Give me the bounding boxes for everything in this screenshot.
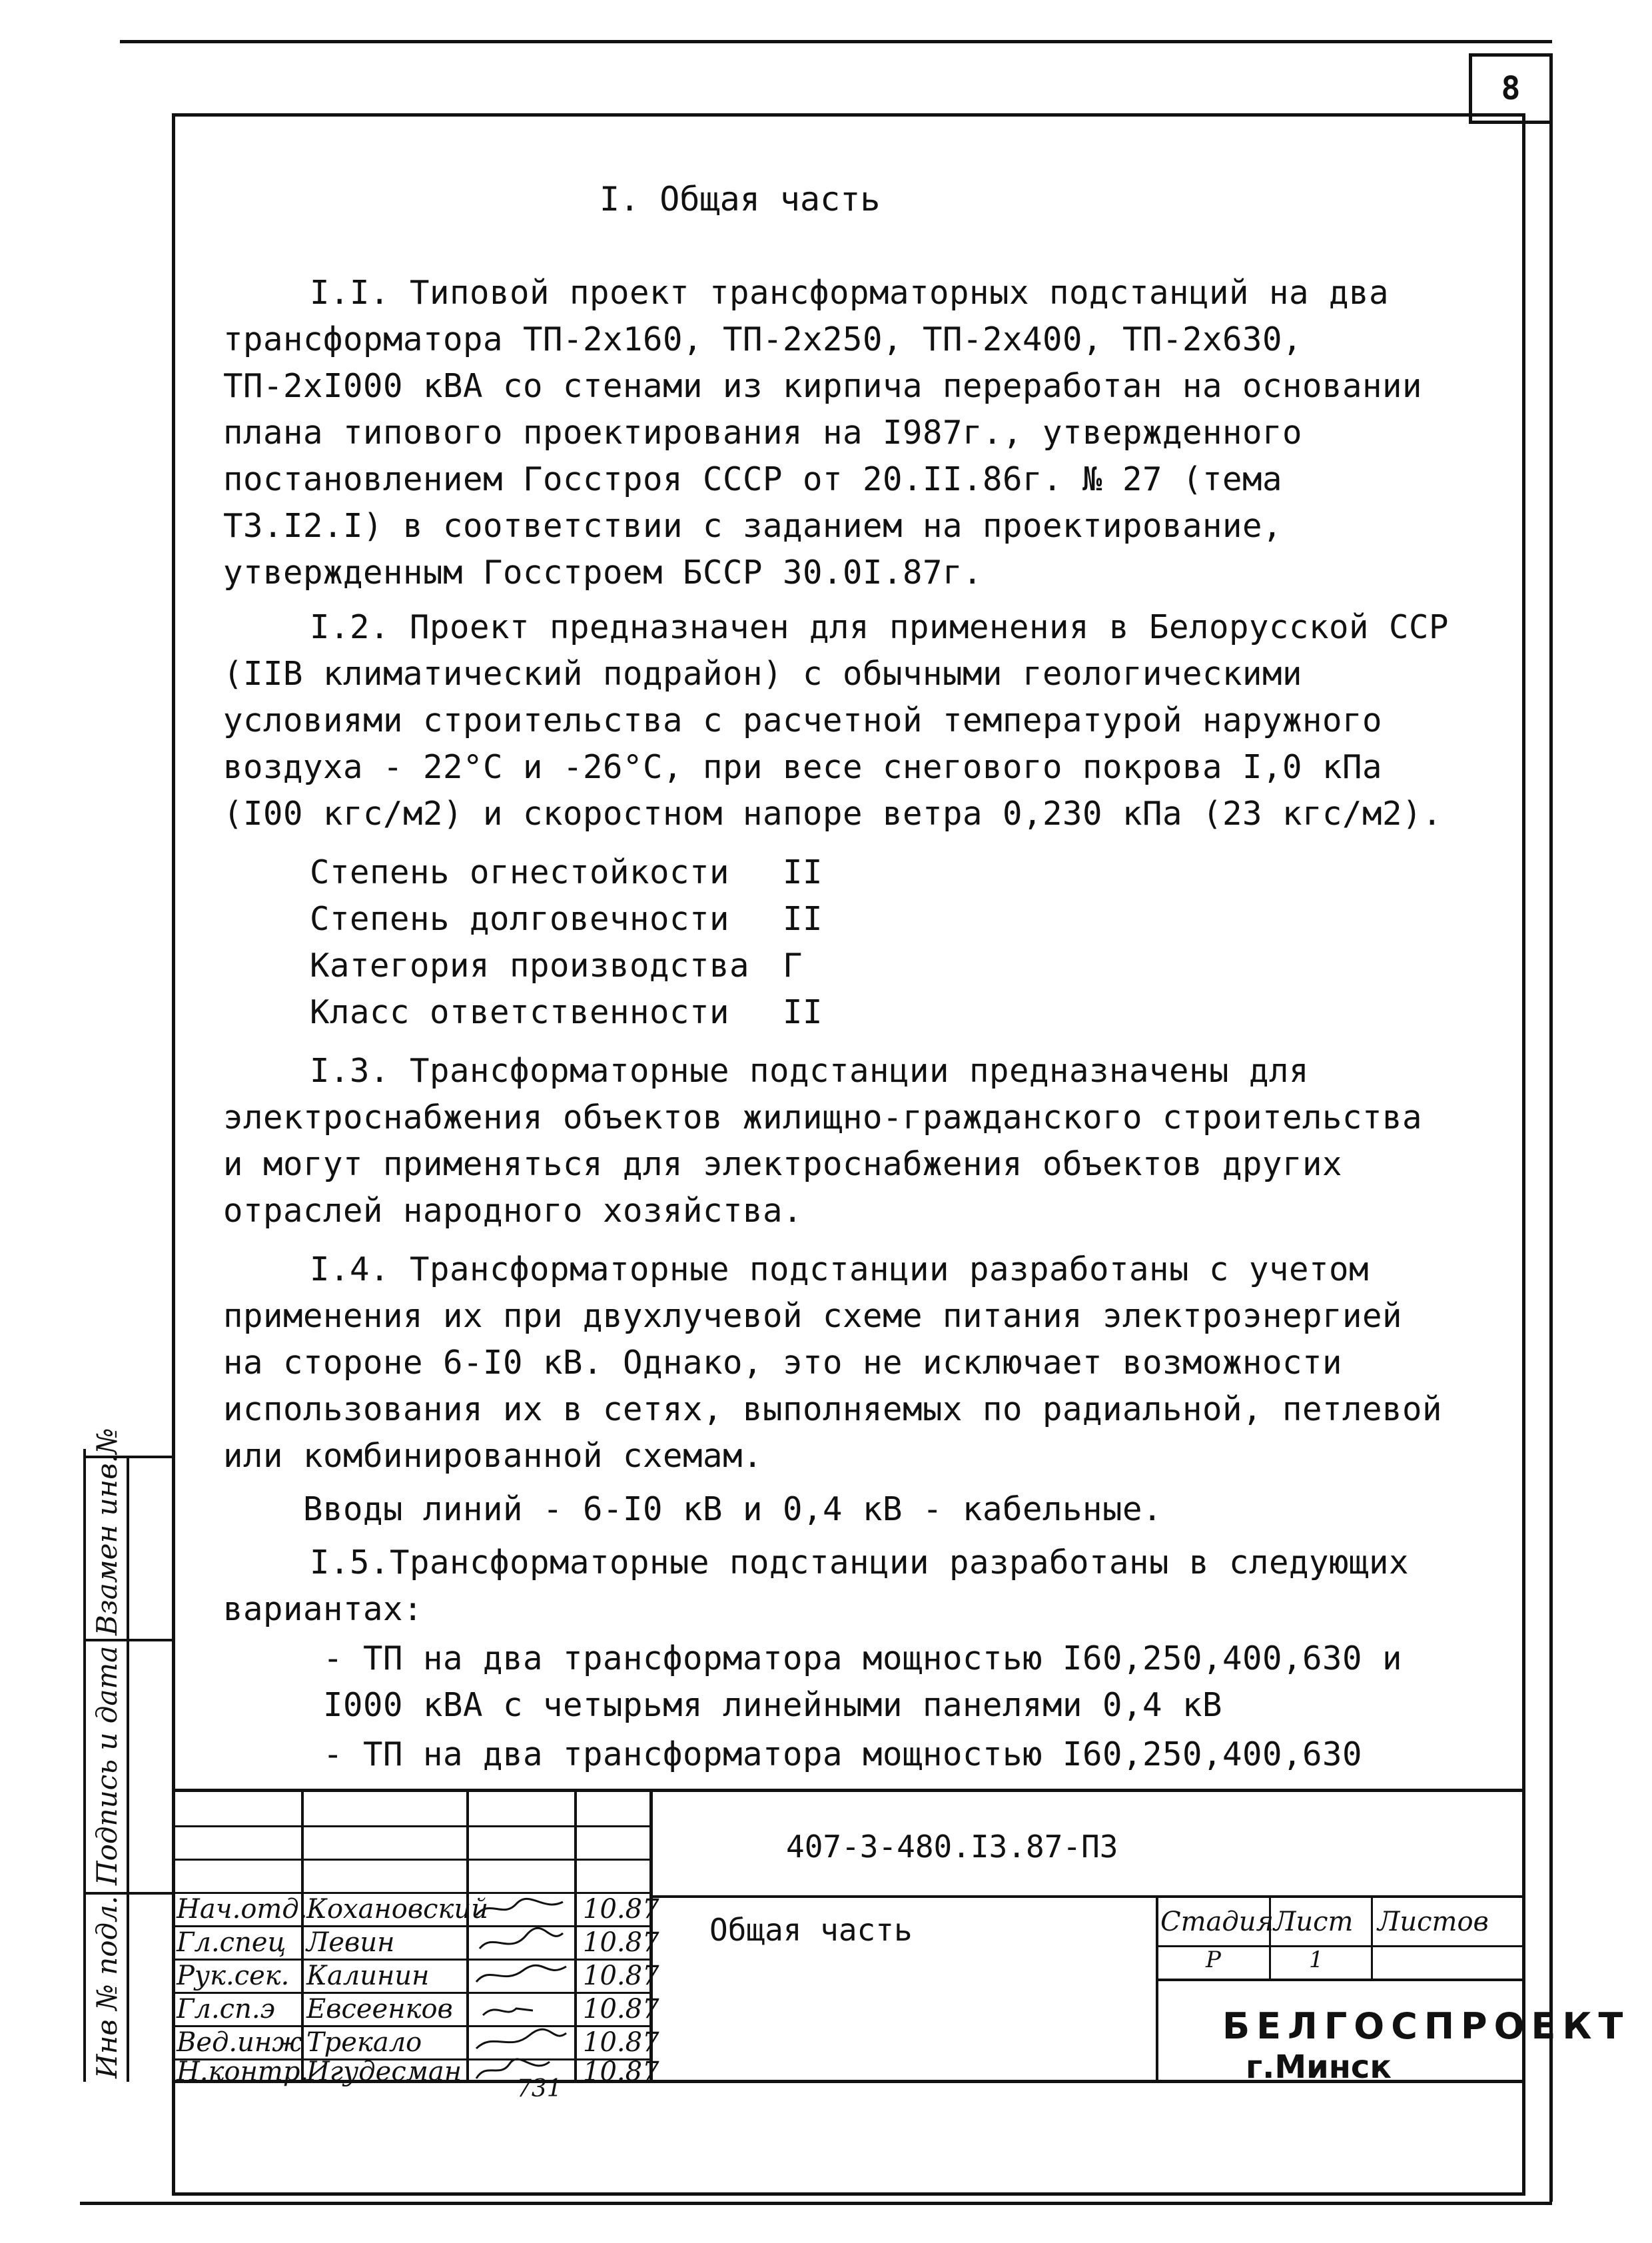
- signer-name: Евсеенков: [306, 1994, 453, 2024]
- sheet-label: Лист: [1274, 1907, 1354, 1937]
- characteristic-label: Степень огнестойкости: [310, 853, 730, 891]
- signer-name: Левин: [306, 1927, 395, 1958]
- paragraph-1-5: I.5.Трансформаторные подстанции разработаны в следующих вариантах:: [223, 1544, 1410, 1628]
- page-number: 8: [1469, 53, 1553, 124]
- characteristic-row: [223, 896, 1462, 943]
- characteristic-row: [223, 989, 1462, 1036]
- characteristic-label: Класс ответственности: [310, 993, 730, 1031]
- side-divider: [85, 1892, 172, 1895]
- left-margin-line: [83, 1449, 86, 2082]
- characteristic-value: II: [783, 900, 823, 938]
- signer-name: Кохановский: [306, 1894, 488, 1925]
- sheets-label: Листов: [1378, 1907, 1489, 1937]
- paragraph-1-3: I.3. Трансформаторные подстанции предназначены для электроснабжения объектов жилищно-гражданского строительства и могут применяться для электроснабжения объектов других отраслей народного хозяйства.: [223, 1052, 1423, 1230]
- stage-col: [1371, 1895, 1373, 1979]
- title-block-col: [466, 1789, 469, 2082]
- signer-role: Гл.спец: [177, 1927, 286, 1958]
- signer-role: Нач.отд.: [177, 1894, 308, 1925]
- side-column-right-line: [127, 1456, 129, 2082]
- signer-date: 10.87: [583, 2056, 659, 2087]
- stage-col: [1156, 1895, 1158, 2082]
- stamp-number: 731: [516, 2075, 562, 2102]
- signer-date: 10.87: [583, 1894, 659, 1925]
- signer-date: 10.87: [583, 1927, 659, 1958]
- document-title: Общая часть: [709, 1912, 913, 1948]
- characteristic-row: [223, 943, 1462, 989]
- right-outer-line: [1549, 123, 1553, 2202]
- characteristic-label: Категория производства: [310, 947, 750, 985]
- characteristic-value: II: [783, 853, 823, 891]
- organization-name: БЕЛГОСПРОЕКТ: [1222, 2005, 1630, 2047]
- title-block-code-line: [649, 1895, 1525, 1898]
- stage-value-line: [1156, 1979, 1525, 1981]
- title-block-grid: [172, 1859, 651, 1861]
- signer-role: Вед.инж: [177, 2027, 302, 2058]
- characteristics-list: [223, 849, 1462, 1036]
- characteristic-label: Степень долговечности: [310, 900, 730, 938]
- inputs-note: Вводы линий - 6-I0 кВ и 0,4 кВ - кабельные.: [303, 1490, 1163, 1528]
- side-label-signature: Подпись и дата: [91, 1645, 123, 1885]
- body-text: [223, 270, 1462, 1778]
- sheet-value: 1: [1309, 1947, 1324, 1973]
- variant-item-2: - ТП на два трансформатора мощностью I60,250,400,630: [323, 1735, 1363, 1773]
- signature-scribbles: [470, 1892, 573, 2082]
- title-block-col: [574, 1789, 577, 2082]
- organization-city: г.Минск: [1246, 2048, 1392, 2086]
- paragraph-1-2: I.2. Проект предназначен для применения в Белорусской ССР (IIВ климатический подрайон) с обычными геологическими условиями строительства с расчетной температурой наружного воздуха - 22°С и -26°С, при весе снегового покрова I,0 кПа (I00 кгс/м2) и скоростном напоре ветра 0,230 кПа (23 кгс/м2).: [223, 608, 1449, 833]
- characteristic-row: [223, 849, 1462, 896]
- variant-item-1: - ТП на два трансформатора мощностью I60,250,400,630 и I000 кВА с четырьмя линейными панелями 0,4 кВ: [323, 1639, 1403, 1724]
- signer-date: 10.87: [583, 1961, 659, 1991]
- characteristic-value: II: [783, 993, 823, 1031]
- signer-name: Трекало: [306, 2027, 422, 2058]
- signer-role: Гл.сп.э: [177, 1994, 275, 2024]
- paragraph-1-1: I.I. Типовой проект трансформаторных подстанций на два трансформатора ТП-2х160, ТП-2х250, ТП-2х400, ТП-2х630, ТП-2хI000 кВА со стенами из кирпича переработан на основании плана типового проектирования на I987г., утвержденного постановлением Госстроя СССР от 20.II.86г. № 27 (тема ТЗ.I2.I) в соответствии с заданием на проектирование, утвержденным Госстроем БССР 30.0I.87г.: [223, 274, 1423, 592]
- signer-role: Рук.сек.: [177, 1961, 290, 1991]
- stage-label: Стадия: [1160, 1907, 1274, 1937]
- stage-value: Р: [1206, 1947, 1221, 1973]
- top-border-line: [120, 40, 1552, 43]
- paragraph-1-4: I.4. Трансформаторные подстанции разработаны с учетом применения их при двухлучевой схеме питания электроэнергией на стороне 6-I0 кВ. Однако, это не исключает возможности использования их в сетях, выполняемых по радиальной, петлевой или комбинированной схемам.: [223, 1250, 1443, 1475]
- document-code: 407-3-480.I3.87-ПЗ: [786, 1829, 1118, 1865]
- section-heading: I. Общая часть: [600, 180, 881, 219]
- side-label-replacement: Взамен инв.№: [91, 1428, 123, 1635]
- title-block-grid: [172, 1825, 651, 1827]
- side-divider: [85, 1639, 172, 1641]
- signer-name: Калинин: [306, 1961, 430, 1991]
- signer-role: Н.контр.: [177, 2056, 309, 2087]
- characteristic-value: Г: [783, 947, 803, 985]
- signer-date: 10.87: [583, 2027, 659, 2058]
- signer-name: Игудесман: [306, 2056, 462, 2087]
- signer-date: 10.87: [583, 1994, 659, 2024]
- bottom-border-line: [80, 2202, 1552, 2205]
- side-label-inventory: Инв № подл.: [91, 1895, 123, 2078]
- title-block-top-line: [172, 1789, 1525, 1792]
